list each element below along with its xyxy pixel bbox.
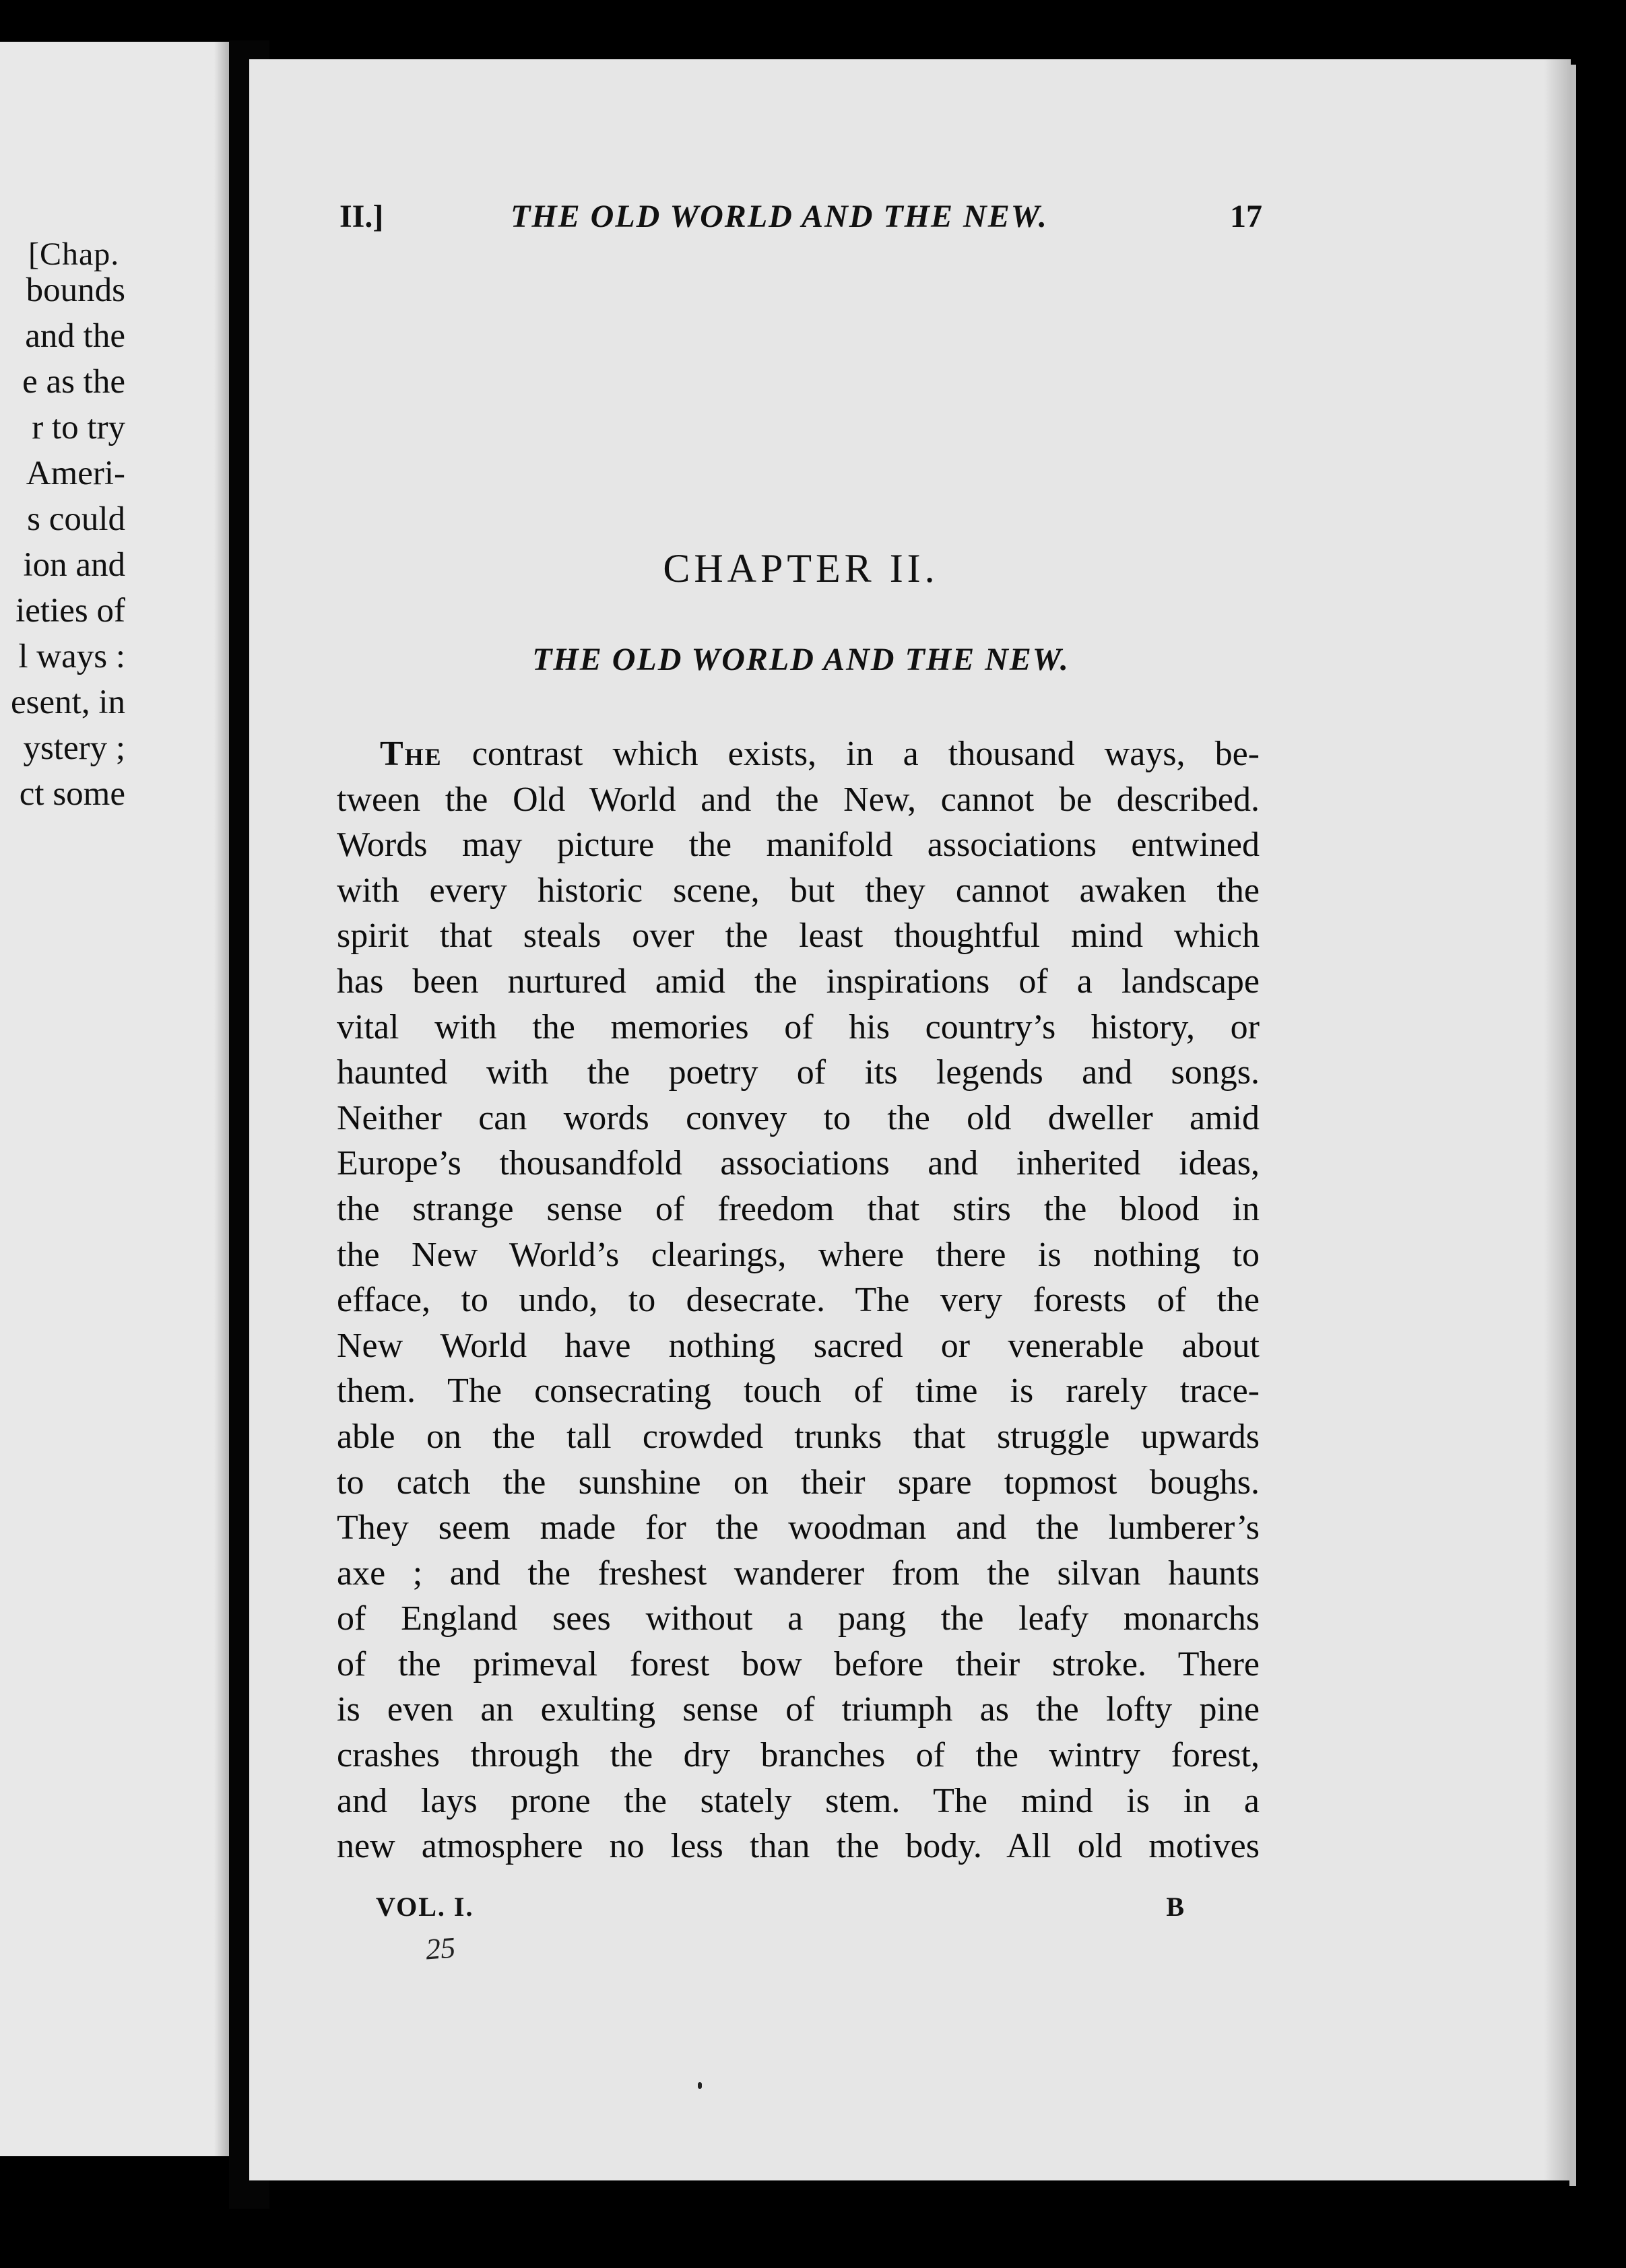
page-number: 17 [1230, 199, 1262, 234]
text-line: and lays prone the stately stem. The mind is in a [337, 1781, 1260, 1820]
text-line: of the primeval forest bow before their stroke. There [337, 1644, 1260, 1683]
page-edge [1569, 65, 1576, 2186]
text-line: Words may picture the manifold associations entwined [337, 826, 1260, 865]
left-page-line: ystery ; [23, 729, 125, 767]
text-line: haunted with the poetry of its legends and songs. [337, 1053, 1260, 1092]
left-page-line: bounds [26, 271, 125, 309]
text-line: them. The consecrating touch of time is rarely trace- [337, 1372, 1260, 1411]
left-page-line: s could [27, 500, 125, 538]
handwritten-note: 25 [424, 1931, 457, 1966]
text-line: New World have nothing sacred or venerable about [337, 1326, 1260, 1365]
left-page-text [0, 42, 237, 2156]
running-head [339, 198, 1262, 238]
left-page-line: e as the [22, 363, 125, 401]
left-page-line: ieties of [15, 592, 125, 630]
text-line: Europe’s thousandfold associations and inherited ideas, [337, 1144, 1260, 1183]
left-page-line: and the [25, 317, 125, 355]
chapter-heading: CHAPTER II. [663, 546, 939, 591]
text-line: the strange sense of freedom that stirs the blood in [337, 1189, 1260, 1228]
left-page-line: ion and [23, 546, 125, 584]
chapter-subtitle: THE OLD WORLD AND THE NEW. [532, 642, 1070, 677]
running-head-chapter: II.] [339, 199, 384, 234]
text-line: axe ; and the freshest wanderer from the silvan haunts [337, 1554, 1260, 1593]
text-line: is even an exulting sense of triumph as the lofty pine [337, 1690, 1260, 1729]
text-line: crashes through the dry branches of the wintry forest, [337, 1736, 1260, 1775]
left-page-line: l ways : [18, 638, 125, 675]
text-line: Neither can words convey to the old dweller amid [337, 1098, 1260, 1137]
left-page-line: r to try [32, 409, 125, 446]
text-line: to catch the sunshine on their spare topmost boughs. [337, 1463, 1260, 1502]
left-page-header: [Chap. [28, 236, 120, 272]
text-line: of England sees without a pang the leafy monarchs [337, 1599, 1260, 1638]
text-line: spirit that steals over the least thoughtful mind which [337, 916, 1260, 956]
left-page-line: Ameri- [26, 455, 125, 492]
volume-signature: VOL. I. [376, 1892, 474, 1922]
text-line: efface, to undo, to desecrate. The very forests of the [337, 1281, 1260, 1320]
text-line: the New World’s clearings, where there is nothing to [337, 1235, 1260, 1274]
opening-word: The [380, 735, 443, 773]
gathering-letter: B [1166, 1892, 1184, 1922]
text-line [337, 731, 1260, 777]
text-line: new atmosphere no less than the body. All old motives [337, 1827, 1260, 1866]
left-page-line: esent, in [11, 683, 125, 721]
body-text [337, 731, 1260, 1869]
text-line: vital with the memories of his country’s history, or [337, 1007, 1260, 1046]
text-line: has been nurtured amid the inspirations of a landscape [337, 962, 1260, 1001]
text-line: tween the Old World and the New, cannot be described. [337, 780, 1260, 819]
first-line-text: contrast which exists, in a thousand ways, be- [442, 735, 1260, 773]
text-line: with every historic scene, but they cannot awaken the [337, 871, 1260, 910]
running-head-title: THE OLD WORLD AND THE NEW. [511, 199, 1048, 234]
text-line: able on the tall crowded trunks that struggle upwards [337, 1417, 1260, 1456]
left-page-line: ct some [19, 775, 125, 813]
signature-line [376, 1891, 1184, 1931]
text-line: They seem made for the woodman and the lumberer’s [337, 1508, 1260, 1547]
left-page [0, 42, 237, 2156]
ink-speck [698, 2082, 702, 2089]
